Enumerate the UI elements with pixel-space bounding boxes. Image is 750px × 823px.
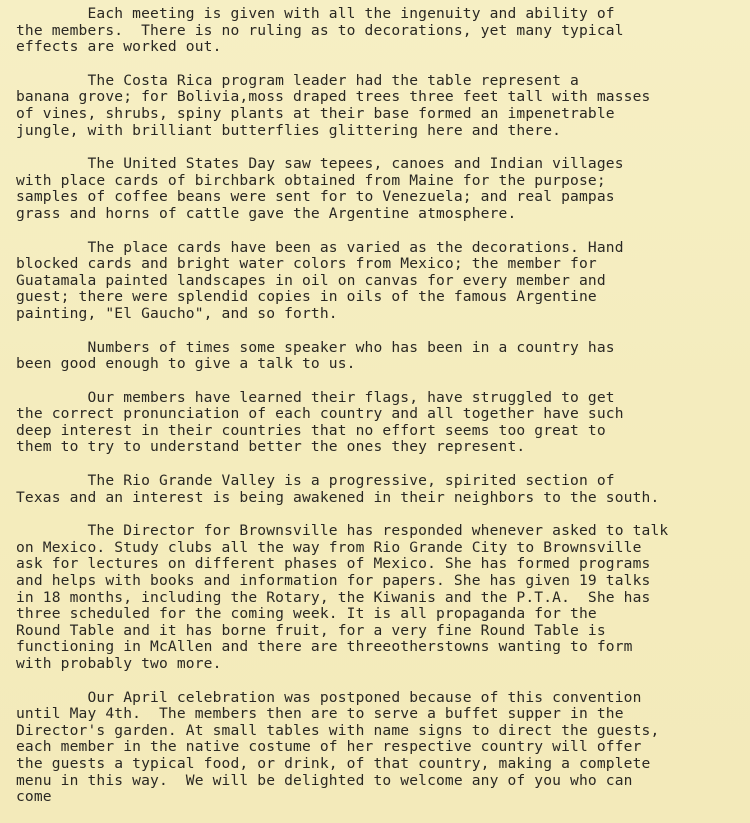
text-line: Director's garden. At small tables with name signs to direct the guests, [16, 721, 660, 739]
text-line: until May 4th. The members then are to serve a buffet supper in the [16, 705, 624, 723]
text-line: of vines, shrubs, spiny plants at their base formed an impenetrable [16, 104, 615, 122]
text-line: Our members have learned their flags, have struggled to get [16, 388, 615, 406]
paragraph-united-states-day [16, 156, 750, 222]
text-line: guest; there were splendid copies in oils of the famous Argentine [16, 288, 597, 306]
text-line: them to try to understand better the ones they represent. [16, 438, 526, 456]
text-line: Guatamala painted landscapes in oil on canvas for every member and [16, 271, 606, 289]
text-line: blocked cards and bright water colors from Mexico; the member for [16, 255, 597, 273]
text-line: been good enough to give a talk to us. [16, 355, 356, 373]
paragraph-april-celebration [16, 690, 750, 806]
text-line: Our April celebration was postponed because of this convention [16, 688, 642, 706]
text-line: each member in the native costume of her respective country will offer [16, 738, 642, 756]
text-line: jungle, with brilliant butterflies glittering here and there. [16, 121, 562, 139]
text-line: The Costa Rica program leader had the table represent a [16, 71, 579, 89]
paragraph-meetings [16, 6, 750, 56]
text-line: in 18 months, including the Rotary, the Kiwanis and the P.T.A. She has [16, 588, 651, 606]
text-line: ask for lectures on different phases of Mexico. She has formed programs [16, 555, 651, 573]
text-line: three scheduled for the coming week. It is all propaganda for the [16, 605, 597, 623]
paragraph-flags [16, 390, 750, 456]
text-line: grass and horns of cattle gave the Argentine atmosphere. [16, 204, 517, 222]
text-line: painting, "El Gaucho", and so forth. [16, 304, 338, 322]
text-line: come [16, 788, 52, 806]
text-line: menu in this way. We will be delighted to welcome any of you who can [16, 771, 633, 789]
text-line: functioning in McAllen and there are threeotherstowns wanting to form [16, 638, 633, 656]
text-line: The place cards have been as varied as the decorations. Hand [16, 238, 624, 256]
text-line: The Rio Grande Valley is a progressive, spirited section of [16, 472, 615, 490]
text-line: effects are worked out. [16, 38, 222, 56]
text-line: banana grove; for Bolivia,moss draped trees three feet tall with masses [16, 88, 651, 106]
text-line: Texas and an interest is being awakened in their neighbors to the south. [16, 488, 660, 506]
text-line: The Director for Brownsville has responded whenever asked to talk [16, 522, 669, 540]
text-line: Round Table and it has borne fruit, for a very fine Round Table is [16, 621, 606, 639]
text-line: and helps with books and information for papers. She has given 19 talks [16, 572, 651, 590]
text-line: with probably two more. [16, 655, 222, 672]
text-line: the members. There is no ruling as to decorations, yet many typical [16, 21, 624, 39]
paragraph-costa-rica-bolivia [16, 73, 750, 139]
text-line: The United States Day saw tepees, canoes and Indian villages [16, 155, 624, 173]
paragraph-speakers [16, 340, 750, 373]
text-line: Each meeting is given with all the ingenuity and ability of [16, 5, 615, 22]
text-line: on Mexico. Study clubs all the way from Rio Grande City to Brownsville [16, 538, 642, 556]
text-line: the guests a typical food, or drink, of that country, making a complete [16, 754, 651, 772]
paragraph-rio-grande-valley [16, 473, 750, 506]
paragraph-brownsville-director [16, 523, 750, 672]
text-line: samples of coffee beans were sent for to Venezuela; and real pampas [16, 188, 615, 206]
text-line: with place cards of birchbark obtained from Maine for the purpose; [16, 171, 606, 189]
text-line: deep interest in their countries that no effort seems too great to [16, 421, 606, 439]
paragraph-place-cards [16, 240, 750, 323]
text-line: Numbers of times some speaker who has been in a country has [16, 338, 615, 356]
text-line: the correct pronunciation of each country and all together have such [16, 405, 624, 423]
